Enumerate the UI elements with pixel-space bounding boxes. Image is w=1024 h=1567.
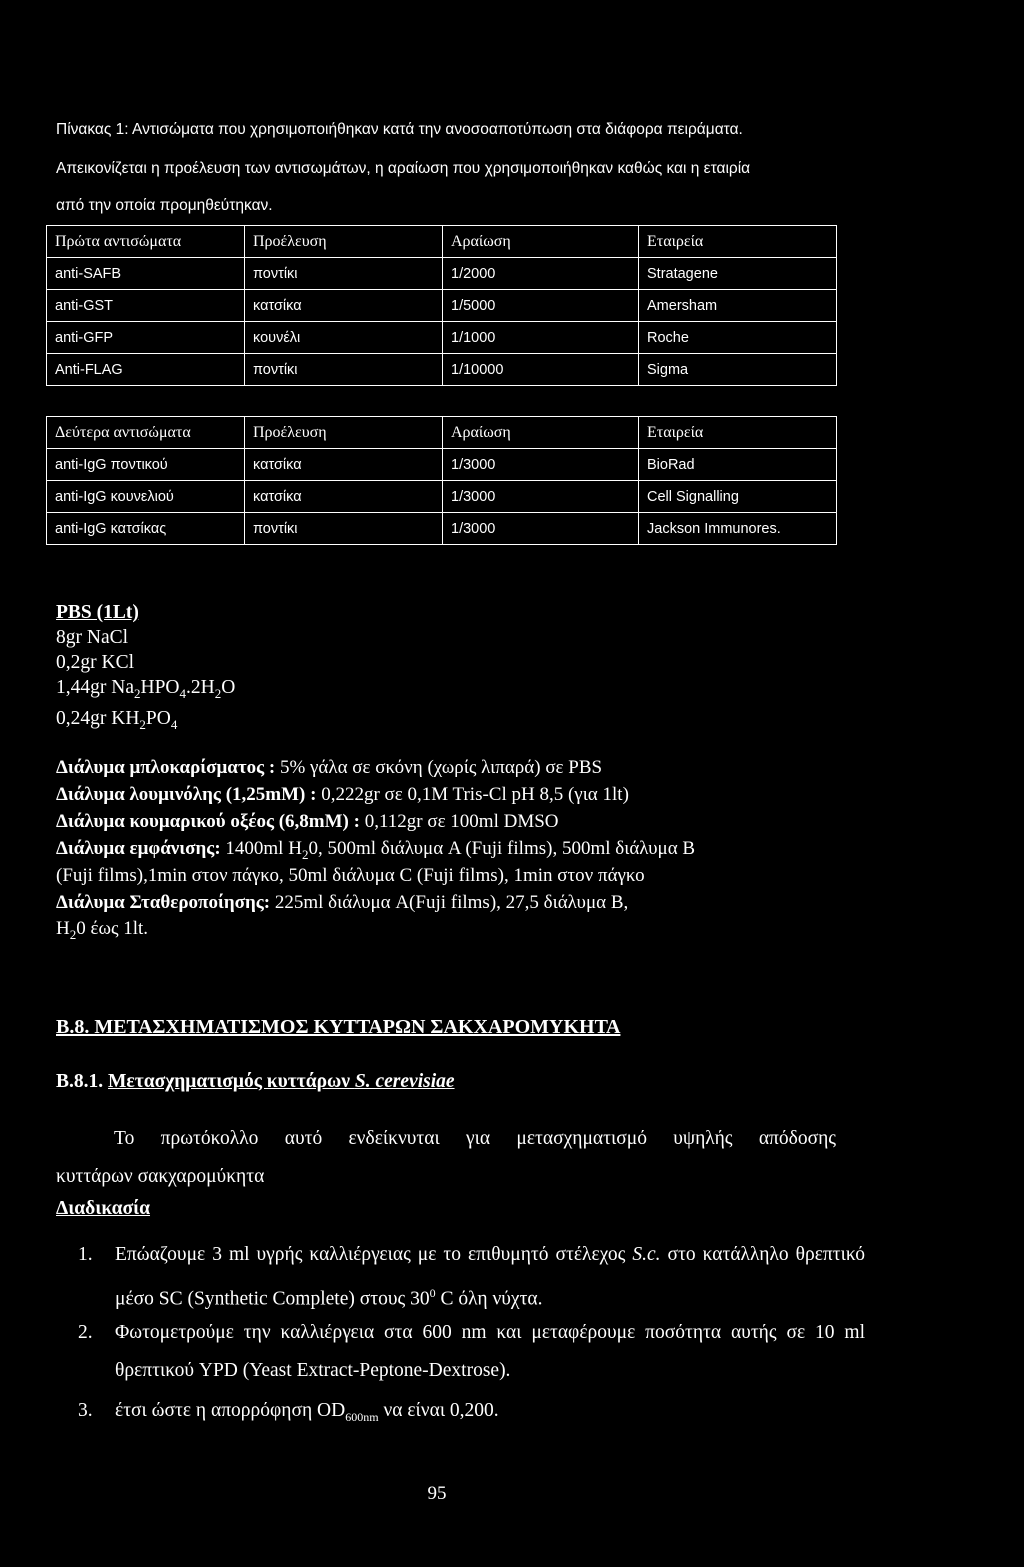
table-row <box>47 481 837 513</box>
pbs-nacl: 8gr NaCl <box>56 627 129 648</box>
table-cell: 1/5000 <box>443 290 639 322</box>
procedure-heading: Διαδικασία <box>56 1198 151 1219</box>
table-header-row <box>47 226 837 258</box>
coumaric-acid-solution: Διάλυμα κουμαρικού οξέος (6,8mM) : 0,112gr σε 100ml DMSO <box>56 811 559 832</box>
caption-line-2: Απεικονίζεται η προέλευση των αντισωμάτων, η αραίωση που χρησιμοποιήθηκαν καθώς και η εταιρία <box>56 160 751 177</box>
caption-lead: Πίνακας 1: <box>56 121 129 138</box>
pbs-kh2po4: 0,24gr $KH_2PO_4$ <box>56 707 178 732</box>
caption-line-1: Πίνακας 1: Αντισώματα που χρησιμοποιήθηκαν κατά την ανοσοαποτύπωση στα διάφορα πειράματα. <box>56 121 743 138</box>
section-heading: B.8. ΜΕΤΑΣΧΗΜΑΤΙΣΜΟΣ ΚΥΤΤΑΡΩΝ ΣΑΚΧΑΡΟΜΥΚΗΤΑ <box>56 1016 621 1038</box>
table-cell: BioRad <box>639 449 837 481</box>
table-cell: ποντίκι <box>245 513 443 545</box>
table-cell: κουνέλι <box>245 322 443 354</box>
table-cell: anti-SAFB <box>47 258 245 290</box>
table-row <box>47 258 837 290</box>
blocking-solution: Διάλυμα μπλοκαρίσματος : 5% γάλα σε σκόνη (χωρίς λιπαρά) σε PBS <box>56 757 603 778</box>
table-cell: anti-IgG κατσίκας <box>47 513 245 545</box>
table-cell: ποντίκι <box>245 354 443 386</box>
table-cell: Jackson Immunores. <box>639 513 837 545</box>
table-row <box>47 322 837 354</box>
table-cell: anti-GFP <box>47 322 245 354</box>
table-cell: 1/3000 <box>443 481 639 513</box>
developer-solution-cont: (Fuji films),1min στον πάγκο, 50ml διάλυμα C (Fuji films), 1min στον πάγκο <box>56 865 645 886</box>
page-number: 95 <box>427 1483 447 1504</box>
table-row <box>47 513 837 545</box>
developer-solution: Διάλυμα εμφάνισης: 1400ml $H_20$, 500ml διάλυμα A (Fuji films), 500ml διάλυμα B <box>56 838 696 862</box>
table-cell: κατσίκα <box>245 481 443 513</box>
pbs-na2hpo4: 1,44gr $Na_2HPO_4.2H_2O$ <box>56 677 236 701</box>
table-cell: Anti-FLAG <box>47 354 245 386</box>
primary-antibodies-table <box>46 225 837 386</box>
table-cell: 1/3000 <box>443 513 639 545</box>
fixer-solution: Διάλυμα Σταθεροποίησης: 225ml διάλυμα A(Fuji films), 27,5 διάλυμα B, <box>56 892 629 913</box>
pbs-title: PBS (1Lt) <box>56 602 139 623</box>
table-cell: Sigma <box>639 354 837 386</box>
table-cell: anti-IgG ποντικού <box>47 449 245 481</box>
table-header-cell: Αραίωση <box>443 226 639 258</box>
secondary-antibodies-table <box>46 416 837 545</box>
table-header-cell: Πρώτα αντισώματα <box>47 226 245 258</box>
luminol-solution: Διάλυμα λουμινόλης (1,25mM) : 0,222gr σε 0,1M Tris-Cl pH 8,5 (για 1lt) <box>56 784 629 805</box>
table-cell: Cell Signalling <box>639 481 837 513</box>
table-header-cell: Εταιρεία <box>639 226 837 258</box>
table-cell: 1/2000 <box>443 258 639 290</box>
table-cell: anti-GST <box>47 290 245 322</box>
table-header-cell: Δεύτερα αντισώματα <box>47 417 245 449</box>
table-row <box>47 290 837 322</box>
table-header-cell: Εταιρεία <box>639 417 837 449</box>
table-cell: 1/10000 <box>443 354 639 386</box>
table-cell: 1/1000 <box>443 322 639 354</box>
table-row <box>47 449 837 481</box>
table-cell: 1/3000 <box>443 449 639 481</box>
table-cell: κατσίκα <box>245 449 443 481</box>
intro-line-1: Το πρωτόκολλο αυτό ενδείκνυται για μετασχηματισμό υψηλής απόδοσης <box>114 1128 836 1149</box>
pbs-recipe <box>56 600 235 737</box>
table-cell: anti-IgG κουνελιού <box>47 481 245 513</box>
table-header-cell: Αραίωση <box>443 417 639 449</box>
table-cell: Stratagene <box>639 258 837 290</box>
fixer-solution-cont: $H_20$ έως 1lt. <box>56 918 149 942</box>
table-header-cell: Προέλευση <box>245 417 443 449</box>
table-row <box>47 354 837 386</box>
subsection-heading: B.8.1. Μετασχηματισμός κυττάρων S. cerevisiae <box>56 1071 455 1092</box>
pbs-kcl: 0,2gr KCl <box>56 652 134 673</box>
caption-line-3: από την οποία προμηθεύτηκαν. <box>56 197 273 214</box>
table-header-row <box>47 417 837 449</box>
table-cell: Roche <box>639 322 837 354</box>
table-header-cell: Προέλευση <box>245 226 443 258</box>
intro-line-2: κυττάρων σακχαρομύκητα <box>56 1166 265 1187</box>
table-cell: κατσίκα <box>245 290 443 322</box>
table-cell: Amersham <box>639 290 837 322</box>
table-cell: ποντίκι <box>245 258 443 290</box>
